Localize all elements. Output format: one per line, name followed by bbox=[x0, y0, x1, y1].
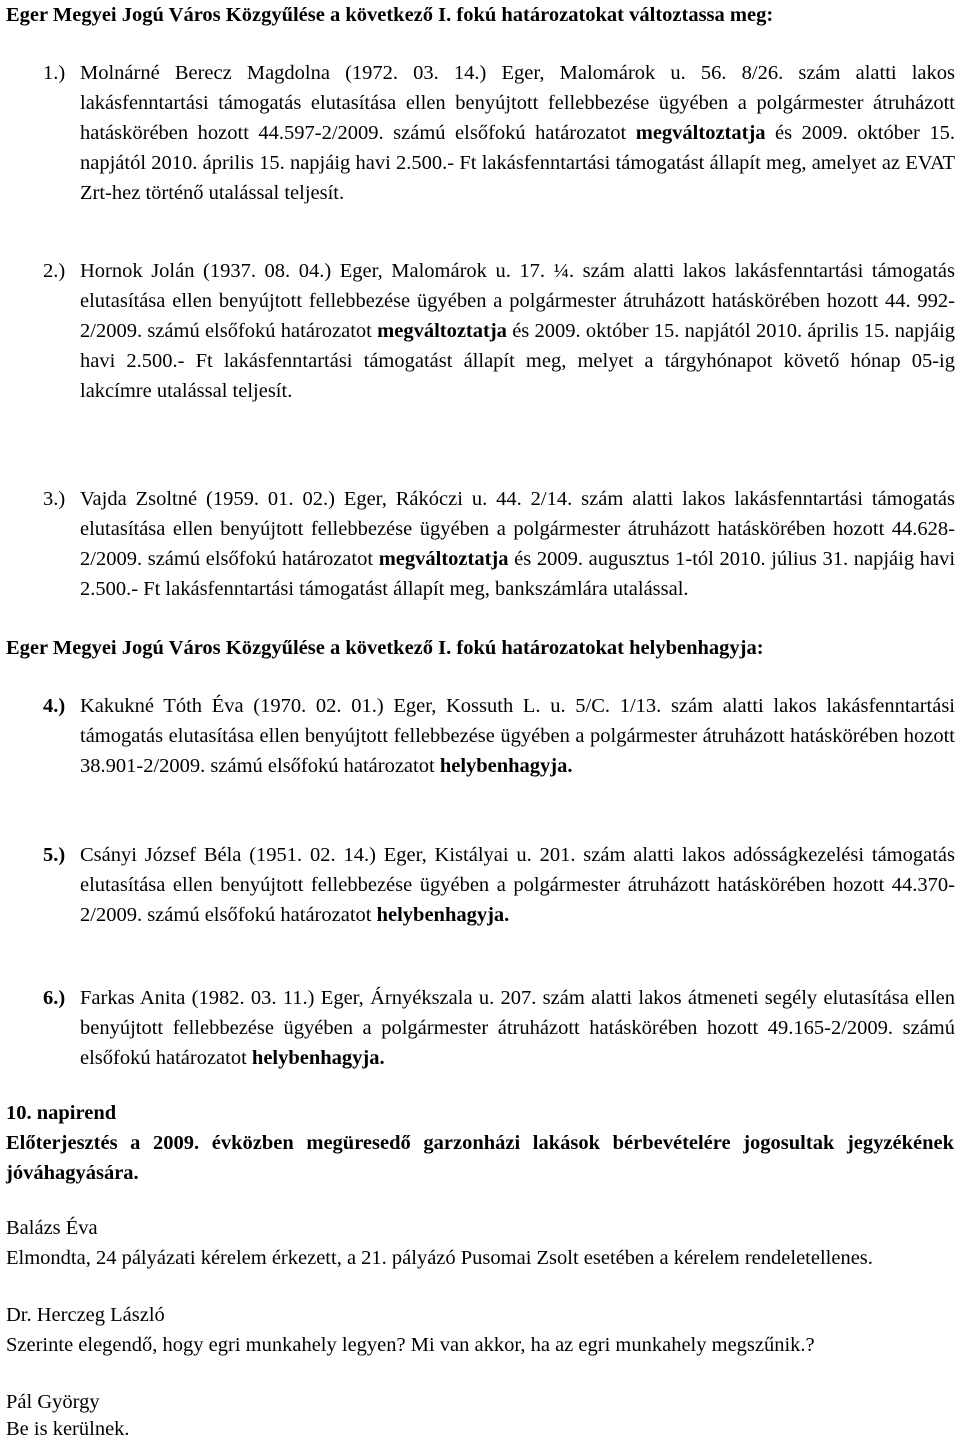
list-item-6 bbox=[43, 983, 955, 1073]
section-a-heading: Eger Megyei Jogú Város Közgyűlése a következő I. fokú határozatokat változtassa meg: bbox=[6, 4, 774, 26]
list-item-5 bbox=[43, 840, 955, 930]
agenda-title: Előterjesztés a 2009. évközben megüresedő garzonházi lakások bérbevételére jogosultak jegyzékének jóváhagyására. bbox=[6, 1132, 954, 1184]
item-text-rest: és 2009. augusztus 1-tól 2010. július 31. napjáig havi 2.500.- Ft lakásfenntartási támogatást állapít meg, bankszámlára utalással. bbox=[80, 548, 956, 600]
item-number: 4.) bbox=[43, 695, 66, 717]
item-text: Farkas Anita (1982. 03. 11.) Eger, Árnyékszala u. 207. szám alatti lakos átmeneti segély elutasítása ellen benyújtott fellebbezése ügyében a polgármester átruházott hatáskörében hozott 49.165-2/2009. számú elsőfokú határozatot bbox=[80, 987, 955, 1069]
item-text-rest: és 2009. október 15. napjától 2010. április 15. napjáig havi 2.500.- Ft lakásfenntartási támogatást állapít meg, amelyet az EVAT Zrt-hez történő utalással teljesít. bbox=[80, 122, 956, 204]
speaker-name: Dr. Herczeg László bbox=[6, 1304, 165, 1326]
item-number: 3.) bbox=[43, 488, 66, 510]
item-decision: helybenhagyja. bbox=[376, 904, 510, 926]
list-item-3 bbox=[43, 484, 956, 604]
agenda-number: 10. napirend bbox=[6, 1102, 117, 1124]
item-number: 6.) bbox=[43, 987, 66, 1009]
item-number: 2.) bbox=[43, 260, 66, 282]
list-item-4 bbox=[43, 691, 955, 781]
item-text: Hornok Jolán (1937. 08. 04.) Eger, Malomárok u. 17. ¼. szám alatti lakos lakásfenntartási támogatás elutasítása ellen benyújtott fellebbezése ügyében a polgármester átruházott hatáskörében hozott 44. 992-2/2009. számú elsőfokú határozatot bbox=[80, 260, 955, 342]
item-decision: megváltoztatja bbox=[377, 320, 507, 342]
item-decision: megváltoztatja bbox=[635, 122, 766, 144]
item-decision: helybenhagyja. bbox=[439, 755, 573, 777]
item-text: Csányi József Béla (1951. 02. 14.) Eger, Kistályai u. 201. szám alatti lakos adósságkezelési támogatás elutasítása ellen benyújtott fellebbezése ügyében a polgármester átruházott hatáskörében hozott 44.370-2/2009. számú elsőfokú határozatot bbox=[80, 844, 955, 926]
speaker-statement: Elmondta, 24 pályázati kérelem érkezett, a 21. pályázó Pusomai Zsolt esetében a kérelem rendeletellenes. bbox=[6, 1247, 873, 1269]
speaker-statement: Be is kerülnek. bbox=[6, 1418, 130, 1440]
item-number: 5.) bbox=[43, 844, 66, 866]
item-text: Kakukné Tóth Éva (1970. 02. 01.) Eger, Kossuth L. u. 5/C. 1/13. szám alatti lakos lakásfenntartási támogatás elutasítása ellen benyújtott fellebbezése ügyében a polgármester átruházott hatáskörében hozott 38.901-2/2009. számú elsőfokú határozatot bbox=[80, 695, 955, 777]
item-text: Molnárné Berecz Magdolna (1972. 03. 14.) Eger, Malomárok u. 56. 8/26. szám alatti lakos lakásfenntartási támogatás elutasítása ellen benyújtott fellebbezése ügyében a polgármester átruházott hatáskörében hozott 44.597-2/2009. számú elsőfokú határozatot bbox=[80, 62, 955, 144]
item-number: 1.) bbox=[43, 62, 66, 84]
speaker-name: Pál György bbox=[6, 1391, 100, 1413]
item-text: Vajda Zsoltné (1959. 01. 02.) Eger, Rákóczi u. 44. 2/14. szám alatti lakos lakásfenntartási támogatás elutasítása ellen benyújtott fellebbezése ügyében a polgármester átruházott hatáskörében hozott 44.628-2/2009. számú elsőfokú határozatot bbox=[80, 488, 955, 570]
item-decision: helybenhagyja. bbox=[251, 1047, 385, 1069]
list-item-1 bbox=[43, 58, 956, 208]
speaker-name: Balázs Éva bbox=[6, 1217, 98, 1239]
section-b-heading: Eger Megyei Jogú Város Közgyűlése a következő I. fokú határozatokat helybenhagyja: bbox=[6, 637, 764, 659]
item-decision: megváltoztatja bbox=[378, 548, 509, 570]
speaker-statement: Szerinte elegendő, hogy egri munkahely legyen? Mi van akkor, ha az egri munkahely megszűnik.? bbox=[6, 1334, 815, 1356]
list-item-2 bbox=[43, 256, 956, 406]
item-text-rest: és 2009. október 15. napjától 2010. április 15. napjáig havi 2.500.- Ft lakásfenntartási támogatást állapít meg, melyet a tárgyhónapot követő hónap 05-ig lakcímre utalással teljesít. bbox=[80, 320, 956, 402]
